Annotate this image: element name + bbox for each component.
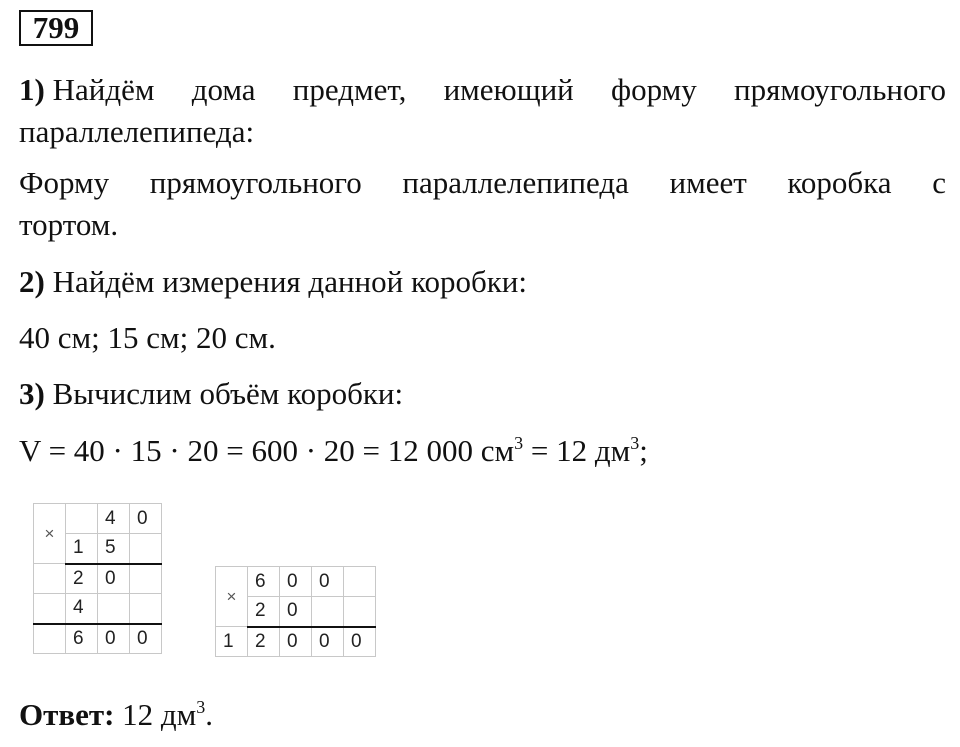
calc2-cell: 0 <box>312 627 344 657</box>
calc1-cell: 1 <box>66 534 98 564</box>
step1-line2: параллелепипеда: <box>19 114 255 149</box>
step2-heading <box>19 264 527 300</box>
calc1-cell: 4 <box>66 594 98 624</box>
calc1-cell <box>34 624 66 654</box>
step1-answer-line2: тортом. <box>19 207 119 242</box>
multiply-sign: × <box>34 504 66 564</box>
calc2-cell: 0 <box>280 567 312 597</box>
step2-values: 40 см; 15 см; 20 см. <box>19 320 276 355</box>
answer-word-4: коробка <box>787 165 892 200</box>
calc1-cell: 0 <box>130 624 162 654</box>
final-answer <box>19 697 213 733</box>
step1-word-2: предмет, <box>292 72 407 107</box>
calc1-cell: 0 <box>98 564 130 594</box>
answer-value: 12 дм <box>114 697 197 732</box>
formula-end: ; <box>639 433 648 468</box>
calc1-cell <box>98 594 130 624</box>
answer-word-1: прямоугольного <box>149 165 362 200</box>
multiplication-40x15 <box>33 503 162 654</box>
multiply-sign: × <box>216 567 248 627</box>
answer-sup: 3 <box>196 697 206 717</box>
calc2-cell: 0 <box>344 627 376 657</box>
calc1-cell <box>130 594 162 624</box>
step1-word-4: форму <box>611 72 697 107</box>
calc1-cell <box>66 504 98 534</box>
step2-label: 2) <box>19 264 45 299</box>
calc1-cell: 2 <box>66 564 98 594</box>
step1-word-1: дома <box>191 72 256 107</box>
step1-answer-line1 <box>19 165 946 201</box>
answer-word-0: Форму <box>19 165 110 200</box>
calc2-cell: 0 <box>280 597 312 627</box>
volume-formula <box>19 433 648 469</box>
formula-mid: = 12 дм <box>523 433 631 468</box>
step1-label: 1) <box>19 72 45 107</box>
step1-word-0: Найдём <box>52 72 155 107</box>
calc2-cell <box>344 597 376 627</box>
calc1-cell: 0 <box>98 624 130 654</box>
step1-word <box>19 72 154 108</box>
calc2-cell: 6 <box>248 567 280 597</box>
calc1-cell: 5 <box>98 534 130 564</box>
step3-label: 3) <box>19 376 45 411</box>
calc2-cell: 1 <box>216 627 248 657</box>
formula-main: V = 40 · 15 · 20 = 600 · 20 = 12 000 см <box>19 433 515 468</box>
answer-end: . <box>205 697 214 732</box>
calc1-cell: 4 <box>98 504 130 534</box>
answer-word-3: имеет <box>669 165 747 200</box>
calc1-cell <box>130 564 162 594</box>
step3-heading <box>19 376 403 412</box>
calc1-cell: 0 <box>130 504 162 534</box>
calc2-cell: 2 <box>248 627 280 657</box>
calc2-cell: 0 <box>280 627 312 657</box>
step1-word-3: имеющий <box>443 72 574 107</box>
calc1-cell <box>130 534 162 564</box>
answer-word-5: с <box>932 165 946 200</box>
calc2-cell <box>344 567 376 597</box>
problem-number: 799 <box>19 10 93 46</box>
multiplication-600x20 <box>215 566 376 657</box>
step2-text: Найдём измерения данной коробки: <box>44 264 528 299</box>
step1-line1 <box>19 72 946 108</box>
calc1-cell <box>34 564 66 594</box>
calc1-cell <box>34 594 66 624</box>
answer-word-2: параллелепипеда <box>402 165 629 200</box>
calc2-cell: 0 <box>312 567 344 597</box>
calc2-cell: 2 <box>248 597 280 627</box>
step1-word-5: прямоугольного <box>733 72 946 107</box>
formula-sup2: 3 <box>630 433 640 453</box>
step3-text: Вычислим объём коробки: <box>44 376 404 411</box>
calc1-cell: 6 <box>66 624 98 654</box>
answer-label: Ответ: <box>19 697 115 732</box>
formula-sup1: 3 <box>514 433 524 453</box>
calc2-cell <box>312 597 344 627</box>
